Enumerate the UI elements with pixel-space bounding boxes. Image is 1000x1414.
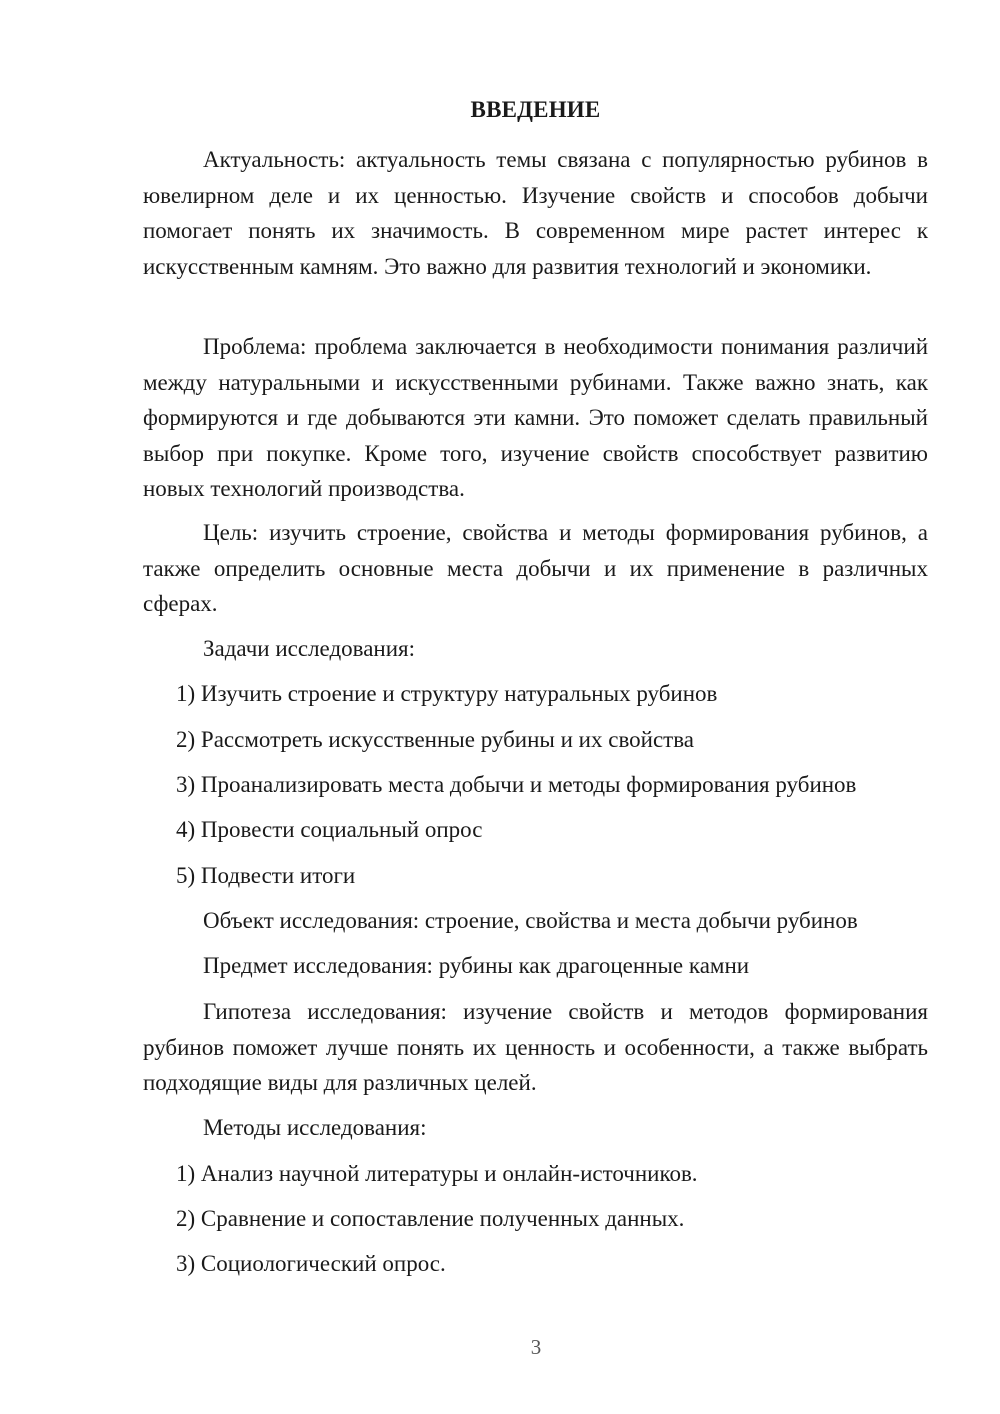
relevance-paragraph: Актуальность: актуальность темы связана с популярностью рубинов в ювелирном деле и их ценностью. Изучение свойств и способов добычи помогает понять их значимость. В современном мире растет интерес к искусственным камням. Это важно для развития технологий и экономики. <box>143 147 928 279</box>
methods-heading: Методы исследования: <box>203 1115 427 1140</box>
subject-line: Предмет исследования: рубины как драгоценные камни <box>203 953 750 978</box>
list-item: 1) Анализ научной литературы и онлайн-источников. <box>176 1161 698 1186</box>
hypothesis-paragraph: Гипотеза исследования: изучение свойств и методов формирования рубинов поможет лучше понять их ценность и особенности, а также выбрать подходящие виды для различных целей. <box>143 999 928 1095</box>
list-item: 5) Подвести итоги <box>176 863 356 888</box>
page-number: 3 <box>530 1335 542 1359</box>
section-title: ВВЕДЕНИЕ <box>470 97 601 122</box>
list-item: 2) Рассмотреть искусственные рубины и их свойства <box>176 727 694 752</box>
list-item: 4) Провести социальный опрос <box>176 817 483 842</box>
list-item: 3) Социологический опрос. <box>176 1251 446 1276</box>
goal-paragraph: Цель: изучить строение, свойства и методы формирования рубинов, а также определить основные места добычи и их применение в различных сферах. <box>143 520 928 616</box>
problem-paragraph: Проблема: проблема заключается в необходимости понимания различий между натуральными и искусственными рубинами. Также важно знать, как формируются и где добываются эти камни. Это поможет сделать правильный выбор при покупке. Кроме того, изучение свойств способствует развитию новых технологий производства. <box>143 334 928 501</box>
list-item: 1) Изучить строение и структуру натуральных рубинов <box>176 681 718 706</box>
tasks-heading: Задачи исследования: <box>203 636 416 661</box>
object-line: Объект исследования: строение, свойства и места добычи рубинов <box>203 908 858 933</box>
list-item: 3) Проанализировать места добычи и методы формирования рубинов <box>176 772 857 797</box>
list-item: 2) Сравнение и сопоставление полученных данных. <box>176 1206 685 1231</box>
